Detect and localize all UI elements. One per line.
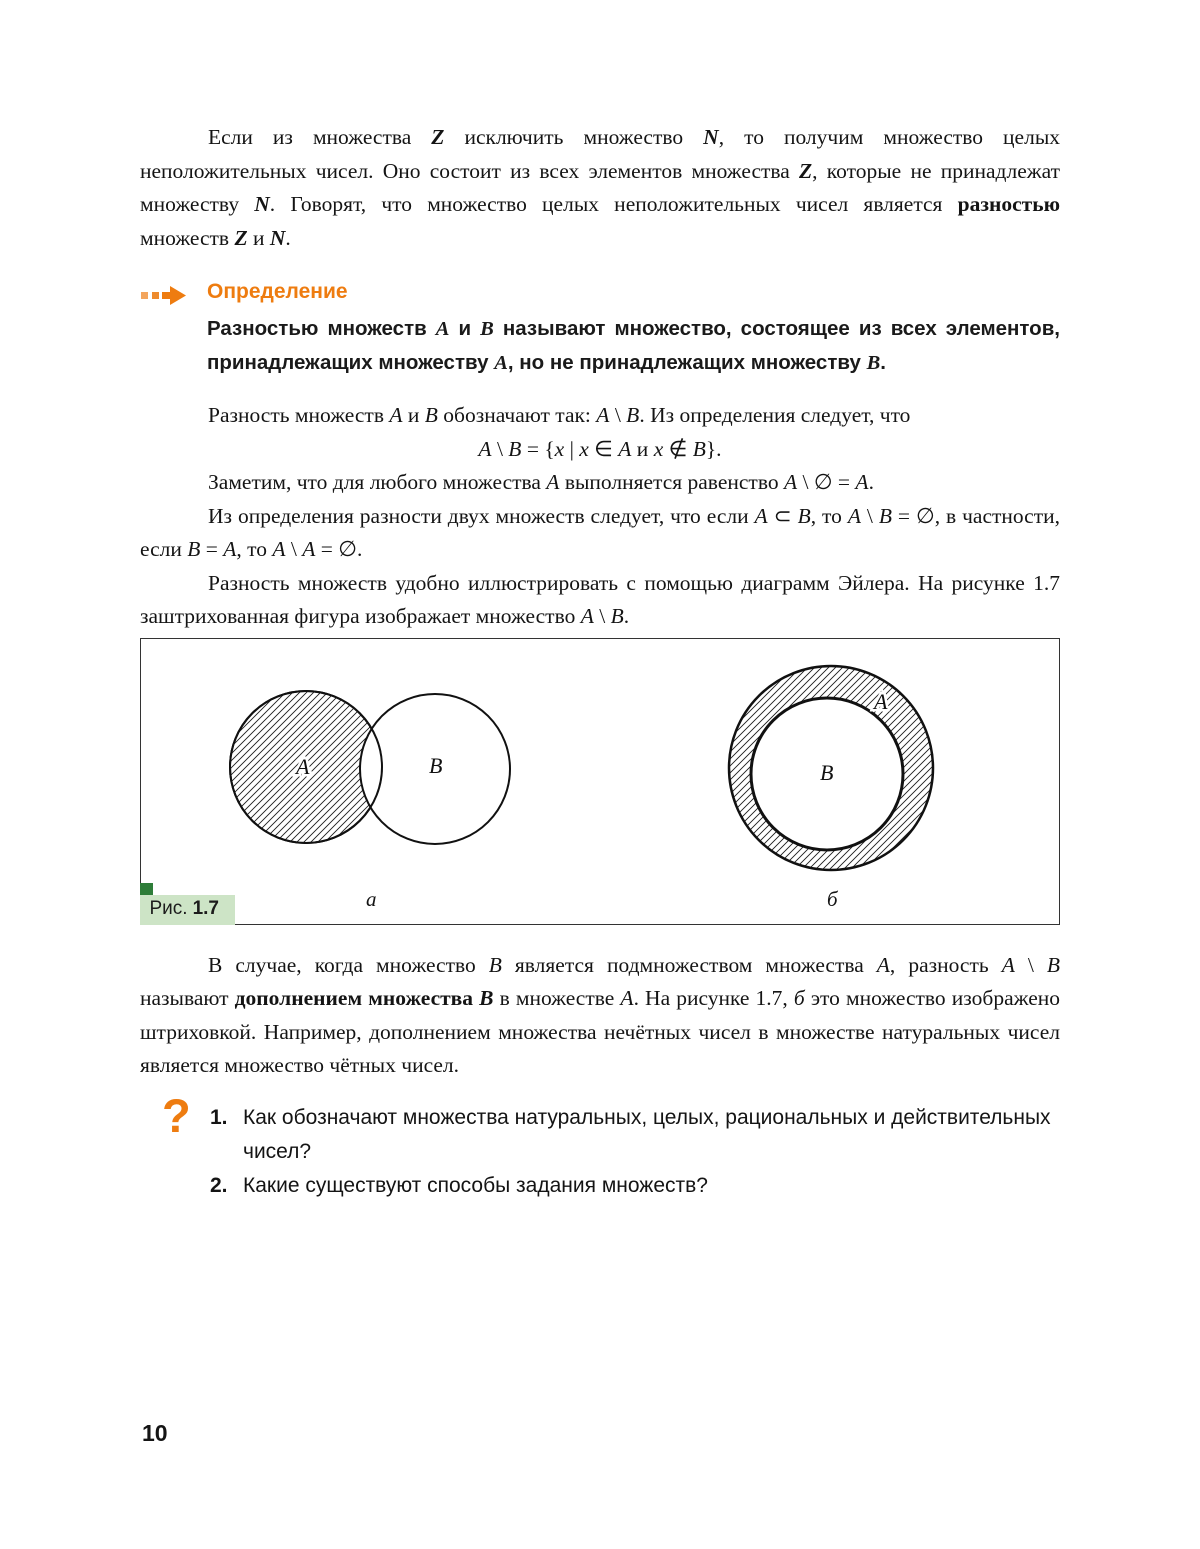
question-2-number: 2. [210, 1173, 228, 1197]
definition-content [207, 278, 1060, 380]
paragraph-euler-diagrams: Разность множеств удобно иллюстрировать с помощью диаграмм Эйлера. На рисунке 1.7 заштрихованная фигура изображает множество A \ B. [140, 570, 1060, 628]
definition-arrow-icon [140, 278, 207, 380]
definition-heading: Определение [207, 280, 348, 303]
subfigure-label-a: а [366, 886, 377, 911]
euler-diagram-a [230, 691, 510, 844]
euler-diagram-b [729, 666, 933, 870]
question-1-number: 1. [210, 1105, 228, 1129]
figure-caption-label: Рис. [149, 898, 188, 919]
definition-arrow-icon-svg [140, 284, 190, 308]
question-2-text: Какие существуют способы задания множеств? [243, 1173, 708, 1197]
euler-diagrams-svg [141, 641, 1058, 891]
figure-caption-number: 1.7 [192, 898, 219, 919]
paragraph-complement: В случае, когда множество B является подмножеством множества A, разность A \ B называют дополнением множества B в множестве A. На рисунке 1.7, б это множество изображено штриховкой. Например, дополнением множества нечётных чисел в множестве натуральных чисел является множество чётных чисел. [140, 952, 1061, 1077]
questions-block [140, 1088, 1060, 1203]
paragraph-empty-set: Заметим, что для любого множества A выполняется равенство A \ ∅ = A. [208, 470, 874, 494]
figure-caption-accent-square [140, 883, 153, 896]
paragraph-notation: Разность множеств A и B обозначают так: A \ B. Из определения следует, что [208, 403, 911, 427]
definition-block [140, 278, 1060, 380]
question-mark-icon: ? [162, 1088, 191, 1142]
figure-1-7 [140, 638, 1060, 925]
figure-caption [140, 895, 236, 925]
question-1 [210, 1101, 1060, 1169]
label-B-left: B [429, 752, 443, 778]
definition-text: Разностью множеств A и B называют множество, состоящее из всех элементов, принадлежащих множеству A, но не принадлежащих множеству B. [207, 317, 1060, 374]
paragraph-subset-case: Из определения разности двух множеств следует, что если A ⊂ B, то A \ B = ∅, в частности, если B = A, то A \ A = ∅. [140, 503, 1060, 561]
label-A-right: A [874, 688, 888, 714]
page-number: 10 [142, 1420, 168, 1446]
label-A-left: A [296, 753, 310, 779]
question-2 [210, 1169, 1060, 1203]
label-B-right: B [820, 759, 834, 785]
paragraph-intro: Если из множества Z исключить множество N, то получим множество целых неположительных чисел. Оно состоит из всех элементов множества Z, которые не принадлежат множеству N. Говорят, что множество целых неположительных чисел является разностью множеств Z и N. [140, 125, 1061, 250]
set-difference-formula: A \ B = {x | x ∈ A и x ∉ B}. [478, 436, 722, 461]
subfigure-label-b: б [827, 886, 838, 911]
question-1-text: Как обозначают множества натуральных, целых, рациональных и действительных чисел? [243, 1105, 1051, 1163]
